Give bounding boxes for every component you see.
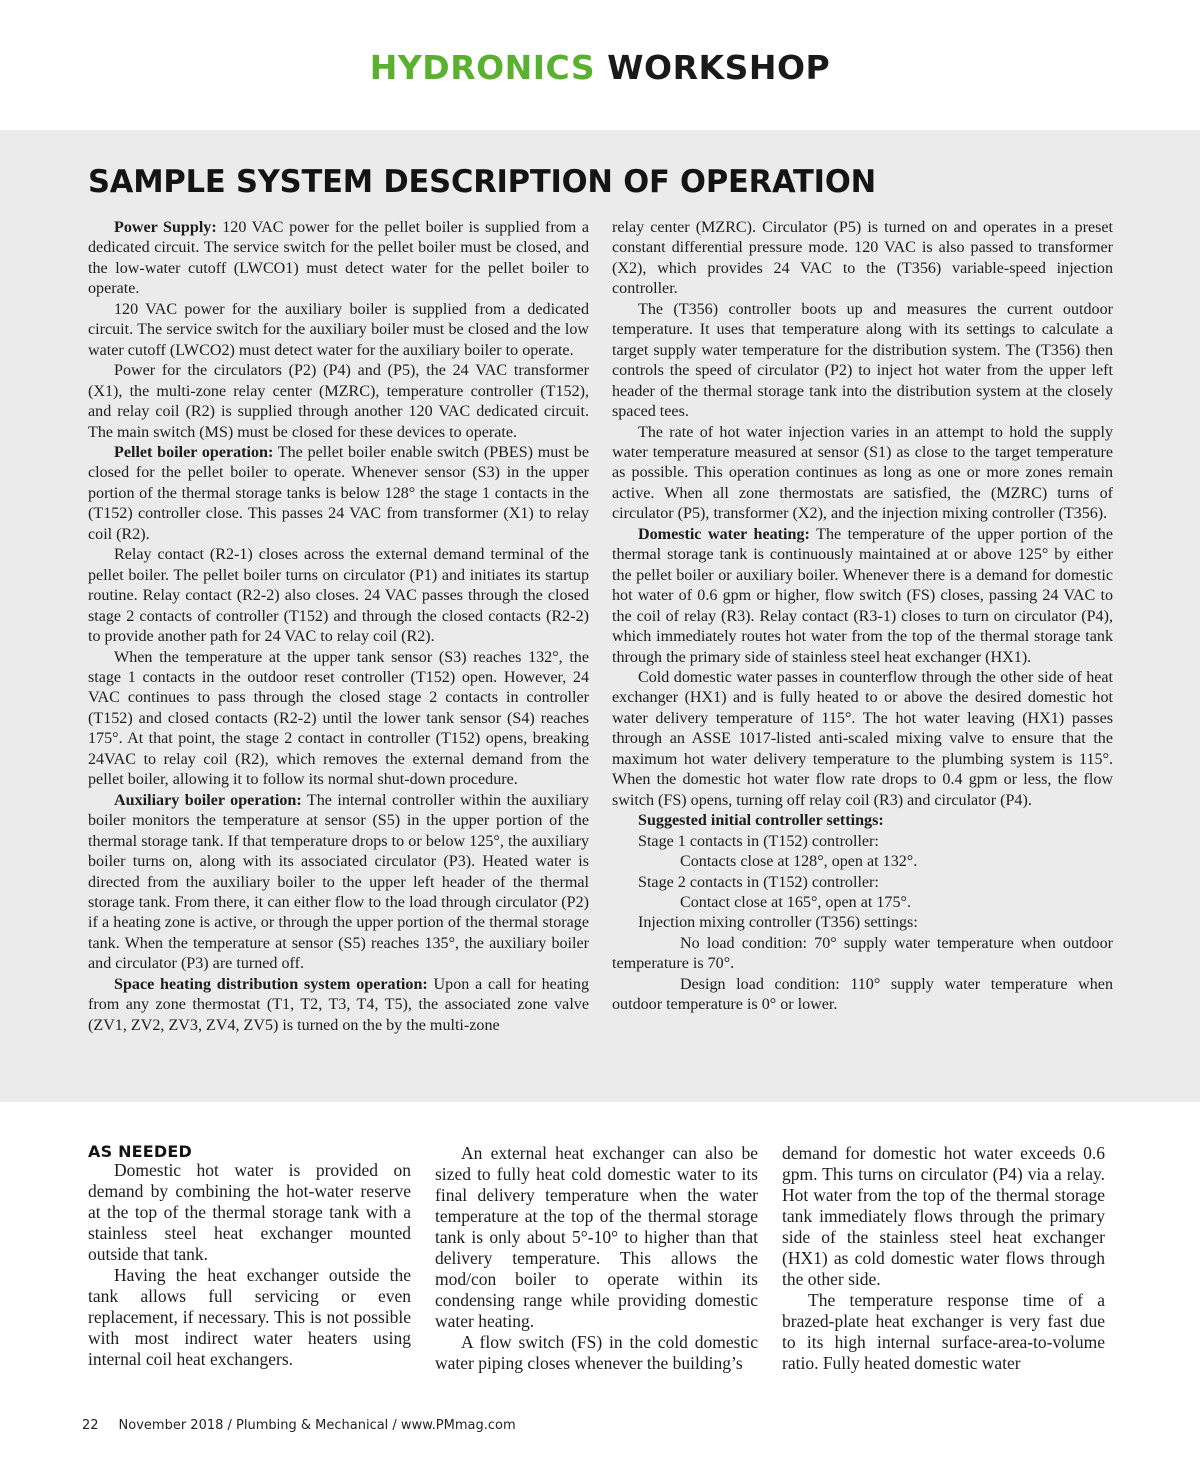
sidebar-title: SAMPLE SYSTEM DESCRIPTION OF OPERATION (88, 164, 876, 200)
settings-value: Contacts close at 128°, open at 132°. (680, 853, 918, 871)
sidebar-column-right (612, 218, 1113, 1016)
paragraph: Relay contact (R2-1) closes across the external demand terminal of the pellet boiler. The pellet boiler turns on circulator (P1) and initiates its startup routine. Relay contact (R2-2) also closes. 24 VAC passes through the closed stage 2 contacts of controller (T152) and through the closed contacts (R2-2) to provide another path for 24 VAC to relay coil (R2). (88, 546, 589, 646)
page-footer (82, 1416, 516, 1436)
paragraph-label: Power Supply: (114, 219, 217, 236)
paragraph: relay center (MZRC). Circulator (P5) is turned on and operates in a preset constant differential pressure mode. 120 VAC is also passed to transformer (X2), which provides 24 VAC to the (T356) variable-speed injection controller. (612, 219, 1113, 298)
paragraph-label: Domestic water heating: (638, 525, 810, 543)
settings-value: Contact close at 165°, open at 175°. (680, 893, 911, 911)
paragraph (88, 791, 589, 975)
article-subhead: AS NEEDED (88, 1142, 193, 1161)
settings-item: Injection mixing controller (T356) settings: (638, 914, 918, 932)
settings-value: Design load condition: 110° supply water temperature when outdoor temperature is 0° or lower. (612, 975, 1113, 1014)
sidebar-column-left (88, 218, 589, 1036)
header-workshop: WORKSHOP (607, 48, 831, 87)
paragraph: A flow switch (FS) in the cold domestic water piping closes whenever the building’s (435, 1332, 758, 1373)
paragraph: 120 VAC power for the auxiliary boiler is supplied from a dedicated circuit. The service switch for the auxiliary boiler must be closed and the low water cutoff (LWCO2) must detect water for the auxiliary boiler to operate. (88, 300, 589, 359)
settings-value: No load condition: 70° supply water temperature when outdoor temperature is 70°. (612, 934, 1113, 973)
article-column-3 (782, 1143, 1105, 1374)
paragraph: The temperature response time of a brazed-plate heat exchanger is very fast due to its high internal surface-area-to-volume ratio. Fully heated domestic water (782, 1290, 1105, 1373)
paragraph-label: Auxiliary boiler operation: (114, 791, 302, 809)
paragraph: The (T356) controller boots up and measures the current outdoor temperature. It uses that temperature along with its settings to calculate a target supply water temperature for the distribution system. The (T356) then controls the speed of circulator (P2) to inject hot water from the upper left header of the thermal storage tank into the distribution system at the closely spaced tees. (612, 300, 1113, 421)
settings-item: Stage 2 contacts in (T152) controller: (638, 873, 879, 891)
paragraph: Power for the circulators (P2) (P4) and (P5), the 24 VAC transformer (X1), the multi-zone relay center (MZRC), temperature controller (T152), and relay coil (R2) is supplied through another 120 VAC dedicated circuit. The main switch (MS) must be closed for these devices to operate. (88, 362, 589, 441)
article-column-2 (435, 1143, 758, 1374)
article-column-1 (88, 1143, 411, 1370)
paragraph: Domestic hot water is provided on demand by combining the hot-water reserve at the top of the thermal storage tank with a stainless steel heat exchanger mounted outside that tank. (88, 1160, 411, 1264)
paragraph-text: The temperature of the upper portion of the thermal storage tank is continuously maintained at or above 125° by either the pellet boiler or auxiliary boiler. Whenever there is a demand for domestic hot water of 0.6 gpm or higher, flow switch (FS) closes, passing 24 VAC to the coil of relay (R3). Relay contact (R3-1) closes to turn on circulator (P4), which immediately routes hot water from the top of the thermal storage tank through the primary side of stainless steel heat exchanger (HX1). (612, 525, 1113, 666)
paragraph-text: 120 VAC power for the pellet boiler is supplied from a dedicated circuit. The service switch for the pellet boiler must be closed, and the low-water cutoff (LWCO1) must detect water for the pellet boiler to operate. (88, 219, 589, 298)
paragraph: An external heat exchanger can also be sized to fully heat cold domestic water to its final delivery temperature when the water temperature at the top of the thermal storage tank is only about 5°-10° to higher than that delivery temperature. This allows the mod/con boiler to operate within its condensing range while providing domestic water heating. (435, 1143, 758, 1331)
section-header (0, 48, 1200, 88)
paragraph: Having the heat exchanger outside the tank allows full servicing or even replacement, if necessary. This is not possible with most indirect water heaters using internal coil heat exchangers. (88, 1265, 411, 1369)
paragraph-text: The internal controller within the auxiliary boiler monitors the temperature at sensor (S5) in the upper portion of the thermal storage tank. If that temperature drops to or below 125°, the auxiliary boiler turns on, along with its associated circulator (P3). Heated water is directed from the auxiliary boiler to the upper left header of the thermal storage tank. From there, it can either flow to the load through circulator (P2) if a heating zone is active, or through the upper portion of the thermal storage tank. When the temperature at sensor (S5) reaches 135°, the auxiliary boiler and circulator (P3) are turned off. (88, 791, 589, 973)
settings-heading: Suggested initial controller settings: (638, 812, 884, 830)
paragraph: demand for domestic hot water exceeds 0.6 gpm. This turns on circulator (P4) via a relay. Hot water from the top of the thermal storage tank immediately flows through the primary side of the stainless steel heat exchanger (HX1) as cold domestic water flows through the other side. (782, 1143, 1105, 1289)
footer-text: November 2018 / Plumbing & Mechanical / www.PMmag.com (118, 1418, 516, 1433)
paragraph: Cold domestic water passes in counterflow through the other side of heat exchanger (HX1) and is fully heated to or above the desired domestic hot water delivery temperature of 115°. The hot water leaving (HX1) passes through an ASSE 1017-listed anti-scaled mixing valve to ensure that the maximum hot water delivery temperature to the plumbing system is 115°. When the domestic hot water flow rate drops to 0.4 gpm or less, the flow switch (FS) opens, turning off relay coil (R3) and circulator (P4). (612, 668, 1113, 809)
settings-item: Stage 1 contacts in (T152) controller: (638, 832, 879, 850)
page-number: 22 (82, 1418, 99, 1433)
paragraph-text: The pellet boiler enable switch (PBES) must be closed for the pellet boiler to operate. Whenever sensor (S3) in the upper portion of the thermal storage tanks is below 128° the stage 1 contacts in the (T152) controller close. This passes 24 VAC from transformer (X1) to relay coil (R2). (88, 443, 589, 543)
header-hydronics: HYDRONICS (369, 48, 596, 87)
paragraph-label: Pellet boiler operation: (114, 443, 274, 461)
paragraph (88, 975, 589, 1036)
paragraph (612, 525, 1113, 668)
paragraph-text: Upon a call for heating from any zone thermostat (T1, T2, T3, T4, T5), the associated zone valve (ZV1, ZV2, ZV3, ZV4, ZV5) is turned on the by the multi-zone (88, 975, 589, 1034)
paragraph (88, 443, 589, 545)
paragraph: The rate of hot water injection varies in an attempt to hold the supply water temperature measured at sensor (S1) as close to the target temperature as possible. This operation continues as long as one or more zones remain active. When all zone thermostats are satisfied, the (MZRC) turns of circulator (P5), transformer (X2), and the injection mixing controller (T356). (612, 423, 1113, 523)
paragraph (88, 218, 589, 300)
paragraph: When the temperature at the upper tank sensor (S3) reaches 132°, the stage 1 contacts in the outdoor reset controller (T152) open. However, 24 VAC continues to pass through the closed stage 2 contacts in controller (T152) and closed contacts (R2-2) until the lower tank sensor (S4) reaches 175°. At that point, the stage 2 contact in controller (T152) opens, breaking 24VAC to relay coil (R2), which removes the external demand from the pellet boiler, allowing it to follow its normal shut-down procedure. (88, 648, 589, 789)
paragraph-label: Space heating distribution system operation: (114, 975, 428, 993)
